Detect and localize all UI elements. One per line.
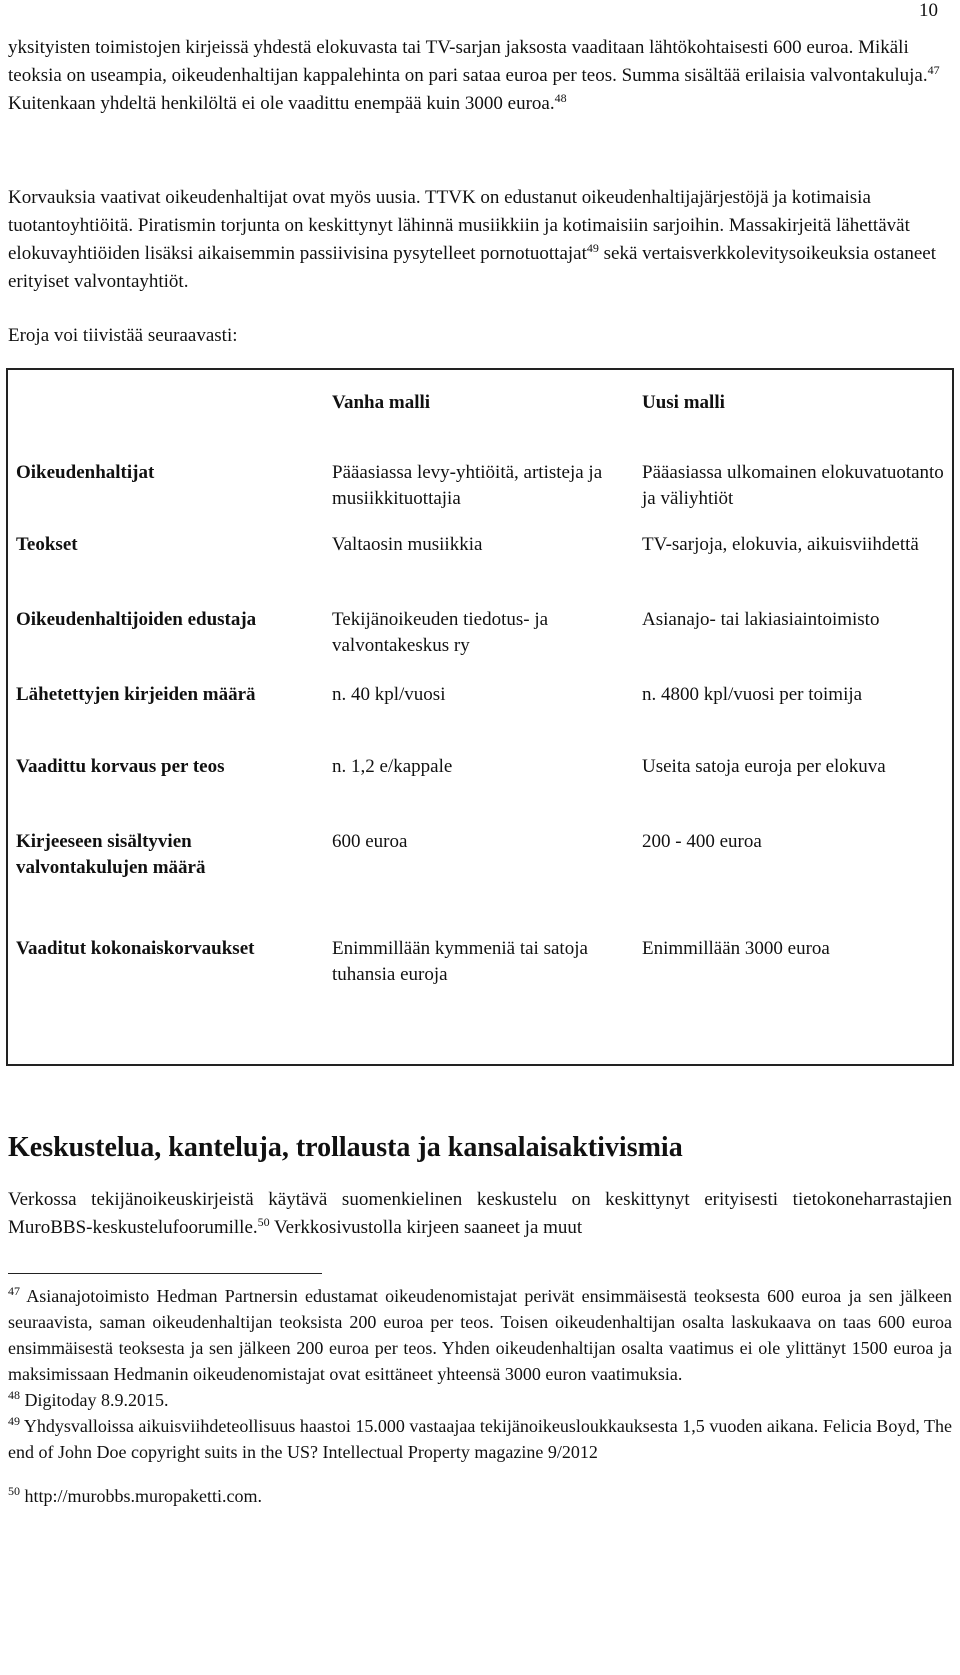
paragraph-3: Eroja voi tiivistää seuraavasti: [8,325,238,346]
paragraph-4-text-b: Verkkosivustolla kirjeen saaneet ja muut [269,1217,583,1238]
footnotes [8,1283,952,1509]
footnote-50 [8,1483,952,1509]
row-label: Lähetettyjen kirjeiden määrä [16,683,256,705]
table-row [7,532,953,607]
paragraph-4 [8,1186,952,1242]
row-label: Kirjeeseen sisältyvien valvontakulujen määrä [16,831,206,879]
table-header-new-model: Uusi malli [642,392,725,413]
comparison-table [6,368,954,1066]
paragraph-2-text-b: sekä vertaisverkkolevitysoikeuksia ostaneet erityiset valvontayhtiöt. [8,243,937,292]
footnote-ref-49[interactable]: 49 [586,241,599,255]
old-model-cell: Valtaosin musiikkia [332,534,483,556]
row-label: Oikeudenhaltijoiden edustaja [16,609,257,631]
paragraph-4-text-a: Verkossa tekijänoikeuskirjeistä käytävä suomenkielinen keskustelu on keskittynyt erityisesti tietokoneharrastajien MuroBBS-keskustelufoorumille. [8,1189,952,1238]
table-row [7,460,953,533]
old-model-cell: Enimmillään kymmeniä tai satoja tuhansia euroja [332,937,588,985]
row-label: Teokset [16,534,78,556]
row-label: Vaaditut kokonaiskorvaukset [16,937,255,959]
table-row [7,936,953,1065]
row-label: Oikeudenhaltijat [16,461,155,483]
table-row [7,754,953,829]
new-model-cell: TV-sarjoja, elokuvia, aikuisviihdettä [642,534,919,556]
footnote-link[interactable]: http://murobbs.muropaketti.com. [20,1486,262,1506]
table-header-old-model: Vanha malli [332,392,431,413]
footnote-ref-50[interactable]: 50 [257,1215,270,1229]
old-model-cell: 600 euroa [332,831,408,853]
footnote-ref-48[interactable]: 48 [554,91,567,105]
footnote-ref-47[interactable]: 47 [927,63,940,77]
paragraph-1-text-b: Kuitenkaan yhdeltä henkilöltä ei ole vaadittu enempää kuin 3000 euroa. [8,93,555,114]
new-model-cell: n. 4800 kpl/vuosi per toimija [642,683,863,705]
new-model-cell: 200 - 400 euroa [642,831,762,853]
table-row [7,829,953,936]
section-heading: Keskustelua, kanteluja, trollausta ja kansalaisaktivismia [8,1132,683,1163]
old-model-cell: Pääasiassa levy-yhtiöitä, artisteja ja musiikkituottajia [332,461,603,509]
old-model-cell: n. 1,2 e/kappale [332,756,453,778]
new-model-cell: Asianajo- tai lakiasiaintoimisto [642,609,880,631]
table-row [7,607,953,682]
footnote-number: 47 [8,1284,20,1298]
paragraph-2 [8,184,952,296]
footnote-number: 49 [8,1414,20,1428]
new-model-cell: Useita satoja euroja per elokuva [642,756,886,778]
footnote-text: Digitoday 8.9.2015. [20,1390,169,1410]
page-number: 10 [919,0,938,21]
paragraph-1-text-a: yksityisten toimistojen kirjeissä yhdestä elokuvasta tai TV-sarjan jaksosta vaaditaan lähtökohtaisesti 600 euroa. Mikäli teoksia on useampia, oikeudenhaltijan kappalehinta on pari sataa euroa per teos. Summa sisältää erilaisia valvontakuluja. [8,37,928,86]
old-model-cell: Tekijänoikeuden tiedotus- ja valvontakeskus ry [332,609,549,657]
footnote-49 [8,1413,952,1465]
old-model-cell: n. 40 kpl/vuosi [332,683,446,705]
footnote-47 [8,1283,952,1387]
paragraph-2-text-a: Korvauksia vaativat oikeudenhaltijat ovat myös uusia. TTVK on edustanut oikeudenhaltijajärjestöjä ja kotimaisia tuotantoyhtiöitä. Piratismin torjunta on keskittynyt lähinnä musiikkiin ja kotimaisiin sarjoihin. Massakirjeitä lähettävät elokuvayhtiöiden lisäksi aikaisemmin passiivisina pysytelleet pornotuottajat [8,187,910,264]
table-header-empty [7,369,324,460]
footnote-divider [8,1273,322,1274]
footnote-text: Asianajotoimisto Hedman Partnersin edustamat oikeudenomistajat perivät ensimmäisestä teoksesta 600 euroa ja sen jälkeen seuraavista, saman oikeudenhaltijan teoksista 200 euroa per teos. Toisen oikeudenhaltijan osalta laskukaava on taas 600 euroa ensimmäisestä teoksesta ja sen jälkeen 200 euroa per teos. Yhden oikeudenhaltijan osalta vaatimus ei ole ylittänyt 1500 euroa ja maksimissaan Hedmanin oikeudenomistajat ovat esittäneet yhteensä 3000 euron vaatimuksia. [8,1286,952,1384]
row-label: Vaadittu korvaus per teos [16,756,225,778]
table-row [7,682,953,755]
table-header-row [7,369,953,460]
footnote-text: Yhdysvalloissa aikuisviihdeteollisuus haastoi 15.000 vastaajaa tekijänoikeusloukkauksesta 1,5 vuoden aikana. Felicia Boyd, The end of John Doe copyright suits in the US? Intellectual Property magazine 9/2012 [8,1416,952,1462]
footnote-number: 50 [8,1484,20,1498]
new-model-cell: Enimmillään 3000 euroa [642,937,830,959]
footnote-48 [8,1387,952,1413]
footnote-number: 48 [8,1388,20,1402]
paragraph-1 [8,34,952,118]
new-model-cell: Pääasiassa ulkomainen elokuvatuotanto ja väliyhtiöt [642,461,944,509]
